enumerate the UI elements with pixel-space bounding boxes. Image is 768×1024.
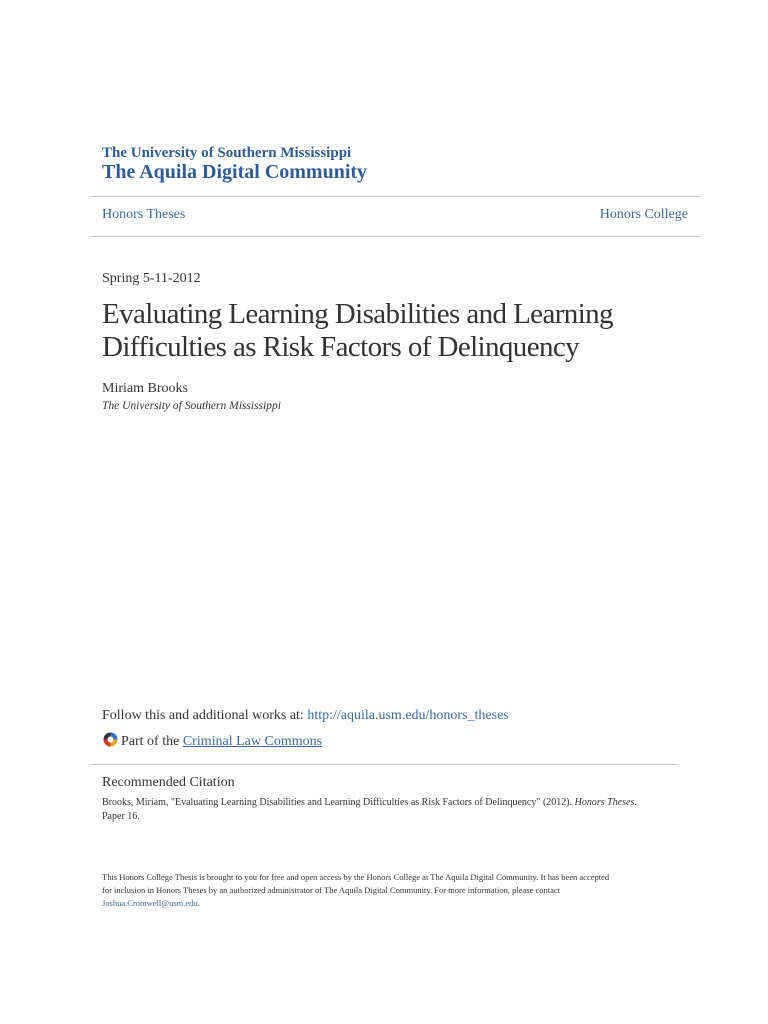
citation-main: Brooks, Miriam, "Evaluating Learning Disabilities and Learning Difficulties as Risk Factors of Delinquency" (2012).	[102, 797, 575, 808]
header-divider-top	[90, 196, 701, 197]
network-commons-icon	[102, 731, 119, 748]
author-affiliation: The University of Southern Mississippi	[102, 400, 281, 412]
recommended-citation-heading: Recommended Citation	[102, 775, 235, 790]
honors-theses-link[interactable]: Honors Theses	[102, 207, 186, 222]
citation-divider	[90, 764, 678, 765]
header-divider-bottom	[90, 236, 701, 237]
publication-date: Spring 5-11-2012	[102, 271, 201, 286]
access-statement	[102, 871, 677, 910]
contact-suffix: .	[197, 898, 200, 908]
citation-text	[102, 796, 662, 824]
follow-prefix: Follow this and additional works at:	[102, 708, 308, 723]
follow-url-link[interactable]: http://aquila.usm.edu/honors_theses	[307, 708, 509, 723]
university-name: The University of Southern Mississippi	[102, 145, 352, 161]
access-statement-line-1: This Honors College Thesis is brought to you for free and open access by the Honors College at The Aquila Digital Community. It has been accepted	[102, 872, 610, 882]
follow-line	[102, 708, 509, 724]
contact-email-link[interactable]: Joshua.Cromwell@usm.edu	[102, 898, 198, 908]
part-of-prefix: Part of the	[121, 734, 183, 749]
paper-title-line-2: Difficulties as Risk Factors of Delinquency	[102, 331, 580, 363]
paper-title-line-1: Evaluating Learning Disabilities and Learning	[102, 298, 613, 330]
part-of-line	[102, 731, 322, 750]
access-statement-line-2: for inclusion in Honors Theses by an authorized administrator of The Aquila Digital Community. For more information, please contact	[102, 885, 561, 895]
access-statement-line-3	[102, 897, 677, 910]
paper-title	[102, 298, 662, 364]
honors-college-link[interactable]: Honors College	[599, 207, 688, 222]
citation-series: Honors Theses	[574, 797, 635, 808]
citation-end: . Paper 16.	[102, 797, 637, 822]
criminal-law-commons-link[interactable]: Criminal Law Commons	[182, 734, 323, 749]
repository-name: The Aquila Digital Community	[102, 161, 368, 183]
author-name: Miriam Brooks	[102, 381, 188, 396]
